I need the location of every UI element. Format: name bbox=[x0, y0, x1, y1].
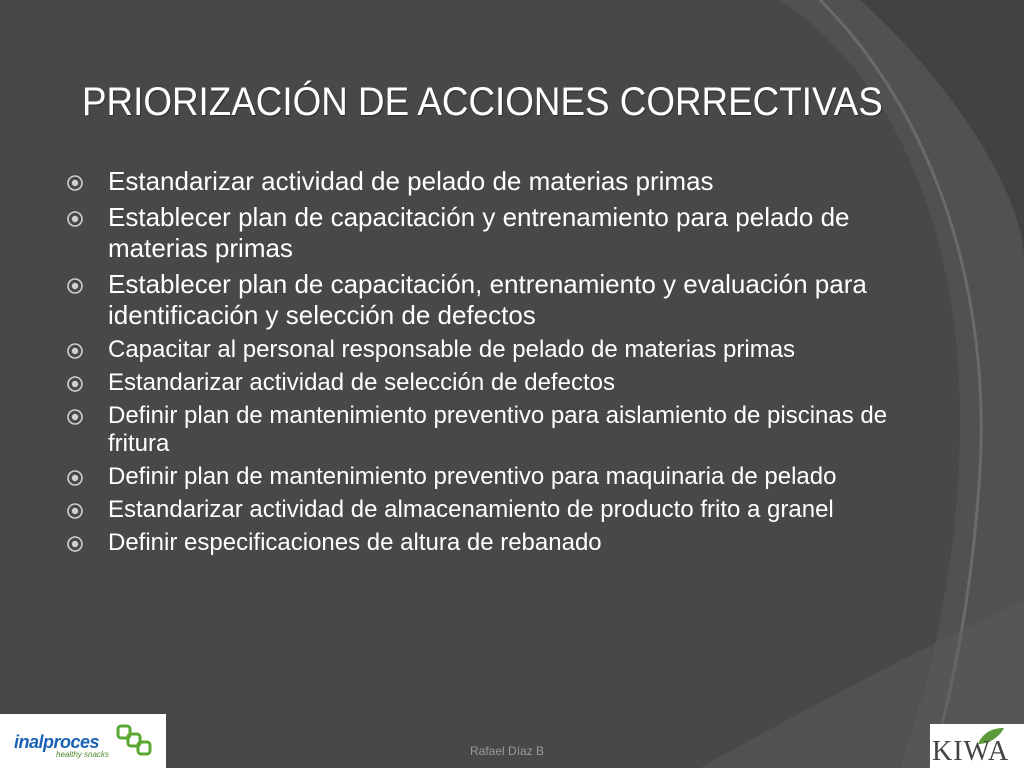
bullet-item bbox=[66, 369, 946, 397]
bullet-text: Establecer plan de capacitación y entrenamiento para pelado de materias primas bbox=[108, 202, 850, 263]
circle-dot-icon bbox=[66, 277, 84, 295]
bullet-item bbox=[66, 202, 946, 264]
logo-brand-text: inalproces bbox=[14, 732, 100, 752]
circle-dot-icon bbox=[66, 375, 84, 393]
circle-dot-icon bbox=[66, 210, 84, 228]
slide-title: PRIORIZACIÓN DE ACCIONES CORRECTIVAS bbox=[82, 80, 883, 124]
inalproces-mark-icon bbox=[114, 724, 154, 758]
bullet-item bbox=[66, 529, 946, 557]
inalproces-logo bbox=[0, 714, 166, 768]
circle-dot-icon bbox=[66, 502, 84, 520]
bullet-text: Definir especificaciones de altura de rebanado bbox=[108, 529, 602, 556]
circle-dot-icon bbox=[66, 469, 84, 487]
kiwa-brand-text: KIWA bbox=[932, 736, 1010, 767]
bullet-text: Estandarizar actividad de selección de defectos bbox=[108, 369, 615, 396]
circle-dot-icon bbox=[66, 535, 84, 553]
bullet-text: Estandarizar actividad de almacenamiento de producto frito a granel bbox=[108, 496, 834, 523]
bullet-item bbox=[66, 336, 946, 364]
bullet-item bbox=[66, 166, 946, 197]
bullet-item bbox=[66, 463, 946, 491]
bullet-text: Definir plan de mantenimiento preventivo para maquinaria de pelado bbox=[108, 463, 837, 490]
kiwa-logo bbox=[930, 724, 1024, 768]
bullet-text: Estandarizar actividad de pelado de materias primas bbox=[108, 166, 714, 196]
bullet-item bbox=[66, 402, 946, 458]
circle-dot-icon bbox=[66, 174, 84, 192]
bullet-item bbox=[66, 496, 946, 524]
bullet-item bbox=[66, 269, 946, 331]
bullet-text: Definir plan de mantenimiento preventivo para aislamiento de piscinas de fritura bbox=[108, 402, 888, 457]
bullet-text: Establecer plan de capacitación, entrenamiento y evaluación para identificación y selección de defectos bbox=[108, 269, 867, 330]
author-footer: Rafael Díaz B bbox=[470, 744, 545, 758]
bullet-text: Capacitar al personal responsable de pelado de materias primas bbox=[108, 336, 796, 363]
logo-tagline: healthy snacks bbox=[56, 750, 109, 759]
circle-dot-icon bbox=[66, 342, 84, 360]
circle-dot-icon bbox=[66, 408, 84, 426]
bullet-list bbox=[66, 166, 946, 562]
